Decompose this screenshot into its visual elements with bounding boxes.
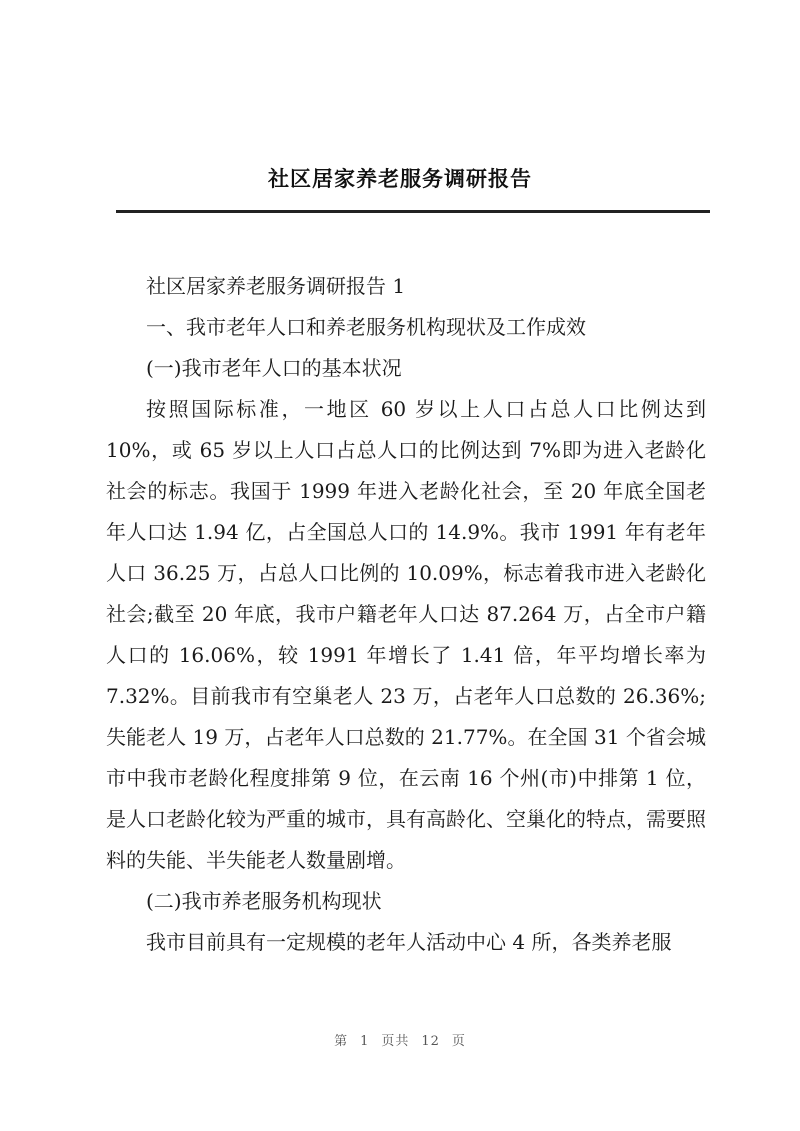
body-paragraph-2: 我市目前具有一定规模的老年人活动中心 4 所，各类养老服 [146,930,672,954]
body-paragraph-1: 按照国际标准，一地区 60 岁以上人口占总人口比例达到 10%，或 65 岁以上人口占总人口的比例达到 7%即为进入老龄化社会的标志。我国于 1999 年进入老龄化社会，至 20 年底全国老年人口达 1.94 亿，占全国总人口的 14.9%。我市 1991 年有老年人口 36.25 万，占总人口比例的 10.09%，标志着我市进入老龄化社会;截至 20 年底，我市户籍老年人口达 87.264 万，占全市户籍人口的 16.06%，较 1991 年增长了 1.41 倍，年平均增长率为 7.32%。目前我市有空巢老人 23 万，占老年人口总数的 26.36%;失能老人 19 万，占老年人口总数的 21.77%。在全国 31 个省会城市中我市老龄化程度排第 9 位，在云南 16 个州(市)中排第 1 位，是人口老龄化较为严重的城市，具有高龄化、空巢化的特点，需要照料的失能、半失能老人数量剧增。 [106,397,706,872]
report-heading: 社区居家养老服务调研报告 1 [146,274,406,298]
page-title: 社区居家养老服务调研报告 [268,166,532,191]
subsection-heading-2: (二)我市养老服务机构现状 [146,889,382,913]
section-heading-1: 一、我市老年人口和养老服务机构现状及工作成效 [146,315,586,339]
subsection-heading-1: (一)我市老年人口的基本状况 [146,356,402,380]
footer-total-unit: 页 [451,1034,466,1049]
document-body [106,266,706,963]
footer-total-pages: 12 [421,1034,440,1049]
title-divider [116,210,710,213]
footer-page-label: 第 [334,1034,349,1049]
footer-page-unit: 页共 [381,1034,410,1049]
page-footer [0,1030,800,1049]
footer-page-number: 1 [360,1034,370,1049]
